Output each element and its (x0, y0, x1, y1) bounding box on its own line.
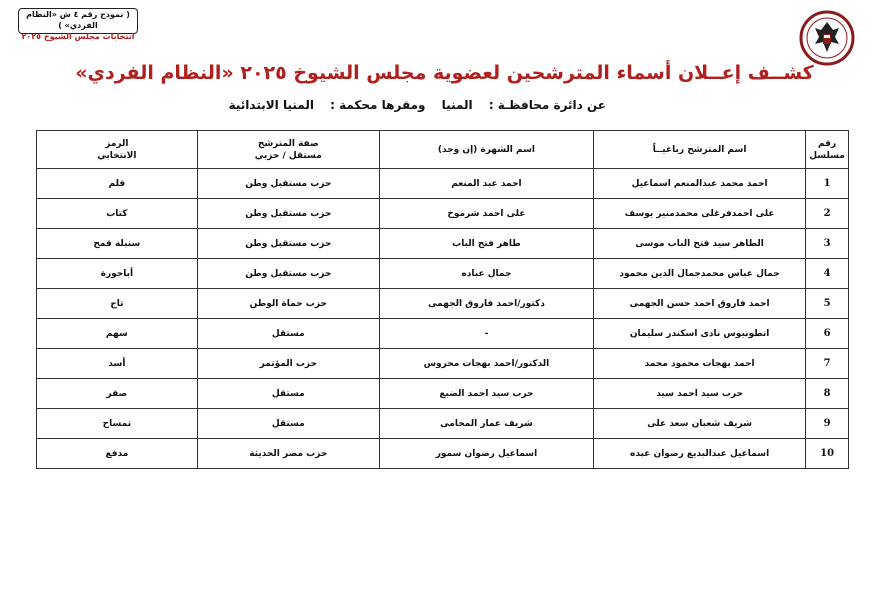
row-nickname: دكتور/احمد فاروق الجهمى (379, 289, 593, 319)
row-nickname: احمد عبد المنعم (379, 169, 593, 199)
row-candidate-name: اسماعيل عبدالبديع رضوان عبده (594, 439, 806, 469)
row-status: حزب مصر الحديثة (197, 439, 379, 469)
row-status: حزب مستقبل وطن (197, 229, 379, 259)
header-candidate-name: اسم المترشح رباعيــاً (594, 131, 806, 169)
row-symbol: قلم (37, 169, 198, 199)
district-info (217, 98, 606, 112)
row-symbol: سهم (37, 319, 198, 349)
court-label: ومقرها محكمة : (330, 98, 426, 112)
row-candidate-name: الطاهر سيد فتح الباب موسى (594, 229, 806, 259)
page-title: كشــف إعــلان أسماء المترشحين لعضوية مجلس الشيوخ ٢٠٢٥ «النظام الفردي» (75, 62, 814, 84)
row-status: مستقل (197, 319, 379, 349)
row-nickname: حرب سيد احمد الضبع (379, 379, 593, 409)
row-serial: 6 (806, 319, 849, 349)
row-status: حزب المؤتمر (197, 349, 379, 379)
row-candidate-name: انطونيوس نادى اسكندر سليمان (594, 319, 806, 349)
table-row (37, 229, 849, 259)
row-candidate-name: احمد بهجات محمود محمد (594, 349, 806, 379)
row-candidate-name: على احمدفرغلى محمدمنير يوسف (594, 199, 806, 229)
header-symbol: الرمز الانتخابي (37, 131, 198, 169)
row-symbol: مدفع (37, 439, 198, 469)
row-status: مستقل (197, 379, 379, 409)
table-row (37, 379, 849, 409)
row-nickname: شريف عمار المحامى (379, 409, 593, 439)
table-row (37, 169, 849, 199)
row-symbol: سنبلة قمح (37, 229, 198, 259)
row-status: مستقل (197, 409, 379, 439)
row-candidate-name: احمد محمد عبدالمنعم اسماعيل (594, 169, 806, 199)
table-row (37, 319, 849, 349)
row-candidate-name: شريف شعبان سعد على (594, 409, 806, 439)
row-candidate-name: حرب سيد احمد سيد (594, 379, 806, 409)
table-row (37, 199, 849, 229)
table-row (37, 439, 849, 469)
table-row (37, 259, 849, 289)
row-status: حزب مستقبل وطن (197, 259, 379, 289)
form-number-label: ( نموذج رقم ٤ ش «النظام الفردي» ) (26, 10, 130, 30)
row-serial: 5 (806, 289, 849, 319)
row-nickname: على احمد شرموخ (379, 199, 593, 229)
district-value: المنيا (441, 98, 473, 112)
table-row (37, 349, 849, 379)
row-serial: 3 (806, 229, 849, 259)
row-nickname: اسماعيل رضوان سمور (379, 439, 593, 469)
row-candidate-name: احمد فاروق احمد حسن الجهمى (594, 289, 806, 319)
row-serial: 2 (806, 199, 849, 229)
row-status: حزب مستقبل وطن (197, 199, 379, 229)
row-nickname: طاهر فتح الباب (379, 229, 593, 259)
row-symbol: تمساح (37, 409, 198, 439)
district-label: عن دائرة محافظـة : (488, 98, 606, 112)
row-serial: 9 (806, 409, 849, 439)
court-value: المنيا الابتدائية (228, 98, 314, 112)
form-number-box (18, 8, 138, 41)
row-symbol: كتاب (37, 199, 198, 229)
row-nickname: جمال عباده (379, 259, 593, 289)
row-serial: 1 (806, 169, 849, 199)
candidates-table (36, 130, 849, 469)
table-row (37, 289, 849, 319)
row-nickname: الدكتور/احمد بهجات محروس (379, 349, 593, 379)
row-symbol: أسد (37, 349, 198, 379)
row-serial: 8 (806, 379, 849, 409)
row-serial: 4 (806, 259, 849, 289)
header-status: صفة المترشح مستقل / حزبي (197, 131, 379, 169)
table-header-row (37, 131, 849, 169)
table-row (37, 409, 849, 439)
row-candidate-name: جمال عباس محمدجمال الدين محمود (594, 259, 806, 289)
row-symbol: صقر (37, 379, 198, 409)
header-nickname: اسم الشهرة (إن وجد) (379, 131, 593, 169)
row-symbol: تاج (37, 289, 198, 319)
header-serial: رقم مسلسل (806, 131, 849, 169)
election-name-label: انتخابات مجلس الشيوخ ٢٠٢٥ (21, 32, 135, 41)
row-symbol: أباجورة (37, 259, 198, 289)
row-serial: 10 (806, 439, 849, 469)
row-status: حزب مستقبل وطن (197, 169, 379, 199)
row-nickname: - (379, 319, 593, 349)
row-serial: 7 (806, 349, 849, 379)
national-election-authority-emblem-icon (799, 10, 855, 66)
row-status: حزب حماة الوطن (197, 289, 379, 319)
